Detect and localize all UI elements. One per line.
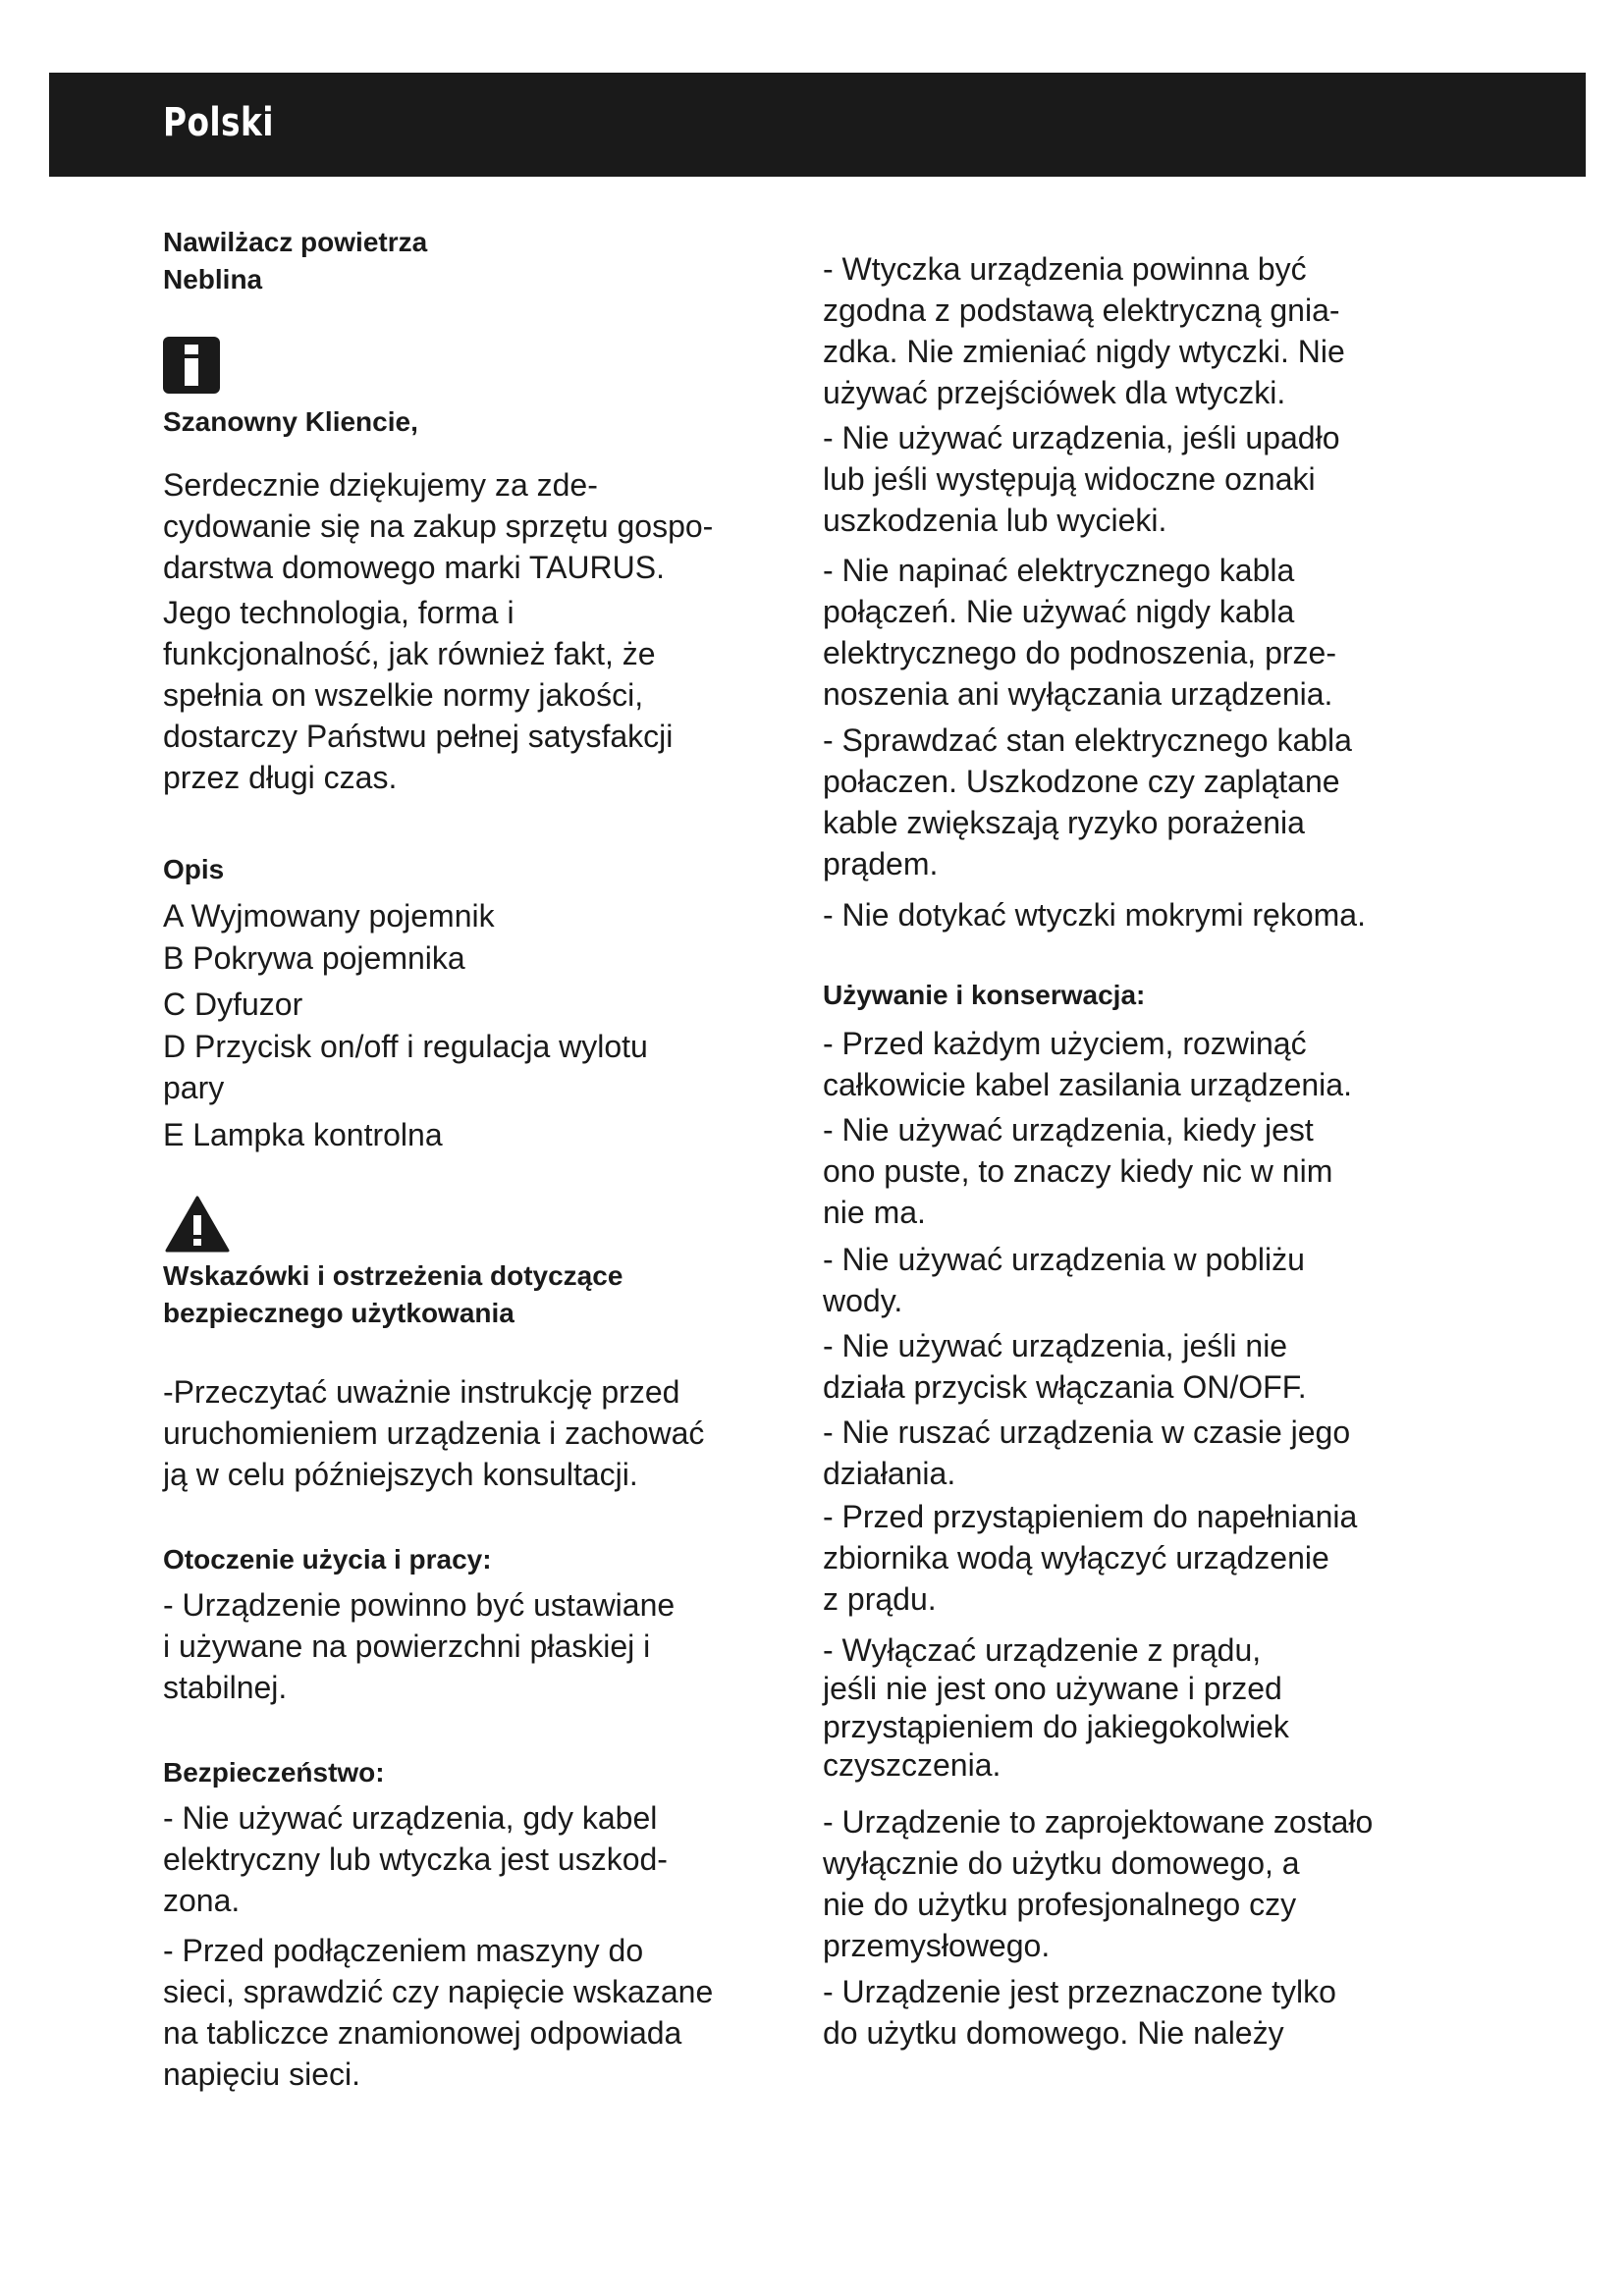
safety-heading: Wskazówki i ostrzeżenia dotyczące bezpiecznego użytkowania xyxy=(163,1260,623,1328)
language-header-bar xyxy=(49,73,1586,177)
security-paragraph-1: - Nie używać urządzenia, gdy kabel elektryczny lub wtyczka jest uszkod- zona. xyxy=(163,1800,668,1918)
usage-item: - Przed przystąpieniem do napełniania zbiornika wodą wyłączyć urządzenie z prądu. xyxy=(823,1499,1358,1617)
description-item: A Wyjmowany pojemnik xyxy=(163,898,495,934)
description-item: D Przycisk on/off i regulacja wylotu pary xyxy=(163,1029,648,1105)
safety-paragraph-check-cable: - Sprawdzać stan elektrycznego kabla połaczen. Uszkodzone czy zaplątane kable zwiększają ryzyko porażenia prądem. xyxy=(823,722,1352,881)
usage-item: - Urządzenie to zaprojektowane zostało wyłącznie do użytku domowego, a nie do użytku profesjonalnego czy przemysłowego. xyxy=(823,1804,1374,1963)
safety-paragraph-plug: - Wtyczka urządzenia powinna być zgodna z podstawą elektryczną gnia- zdka. Nie zmieniać nigdy wtyczki. Nie używać przejściówek dla wtyczki. xyxy=(823,251,1345,410)
usage-item: - Nie używać urządzenia, kiedy jest ono puste, to znaczy kiedy nic w nim nie ma. xyxy=(823,1112,1333,1230)
intro-paragraph-2: Jego technologia, forma i funkcjonalność, jak również fakt, że spełnia on wszelkie normy jakości, dostarczy Państwu pełnej satysfakcji przez długi czas. xyxy=(163,595,674,795)
language-title: Polski xyxy=(163,100,274,145)
description-item: E Lampka kontrolna xyxy=(163,1117,443,1152)
description-item: B Pokrywa pojemnika xyxy=(163,940,465,976)
usage-heading: Używanie i konserwacja: xyxy=(823,980,1146,1010)
product-title: Nawilżacz powietrza Neblina xyxy=(163,227,428,294)
environment-text: - Urządzenie powinno być ustawiane i używane na powierzchni płaskiej i stabilnej. xyxy=(163,1587,676,1705)
description-heading: Opis xyxy=(163,854,225,884)
usage-item: - Nie ruszać urządzenia w czasie jego działania. xyxy=(823,1415,1351,1491)
intro-paragraph-1: Serdecznie dziękujemy za zde- cydowanie się na zakup sprzętu gospo- darstwa domowego marki TAURUS. xyxy=(163,467,714,585)
greeting: Szanowny Kliencie, xyxy=(163,406,418,437)
usage-item: - Urządzenie jest przeznaczone tylko do użytku domowego. Nie należy xyxy=(823,1974,1336,2051)
safety-intro: -Przeczytać uważnie instrukcję przed uruchomieniem urządzenia i zachować ją w celu późniejszych konsultacji. xyxy=(163,1374,705,1492)
safety-paragraph-cable: - Nie napinać elektrycznego kabla połączeń. Nie używać nigdy kabla elektrycznego do podnoszenia, prze- noszenia ani wyłączania urządzenia. xyxy=(823,553,1336,712)
description-item: C Dyfuzor xyxy=(163,987,303,1022)
safety-paragraph-damage: - Nie używać urządzenia, jeśli upadło lub jeśli występują widoczne oznaki uszkodzenia lub wycieki. xyxy=(823,420,1340,538)
environment-heading: Otoczenie użycia i pracy: xyxy=(163,1544,492,1575)
info-icon xyxy=(163,337,220,394)
usage-item: - Wyłączać urządzenie z prądu, jeśli nie jest ono używane i przed przystąpieniem do jakiegokolwiek czyszczenia. xyxy=(823,1632,1289,1783)
usage-item: - Przed każdym użyciem, rozwinąć całkowicie kabel zasilania urządzenia. xyxy=(823,1026,1352,1102)
warning-icon xyxy=(165,1196,230,1253)
security-heading: Bezpieczeństwo: xyxy=(163,1757,385,1788)
security-paragraph-2: - Przed podłączeniem maszyny do sieci, sprawdzić czy napięcie wskazane na tabliczce znamionowej odpowiada napięciu sieci. xyxy=(163,1933,714,2092)
usage-item: - Nie używać urządzenia, jeśli nie działa przycisk włączania ON/OFF. xyxy=(823,1328,1307,1405)
safety-paragraph-wet-hands: - Nie dotykać wtyczki mokrymi rękoma. xyxy=(823,897,1366,933)
usage-item: - Nie używać urządzenia w pobliżu wody. xyxy=(823,1242,1305,1318)
